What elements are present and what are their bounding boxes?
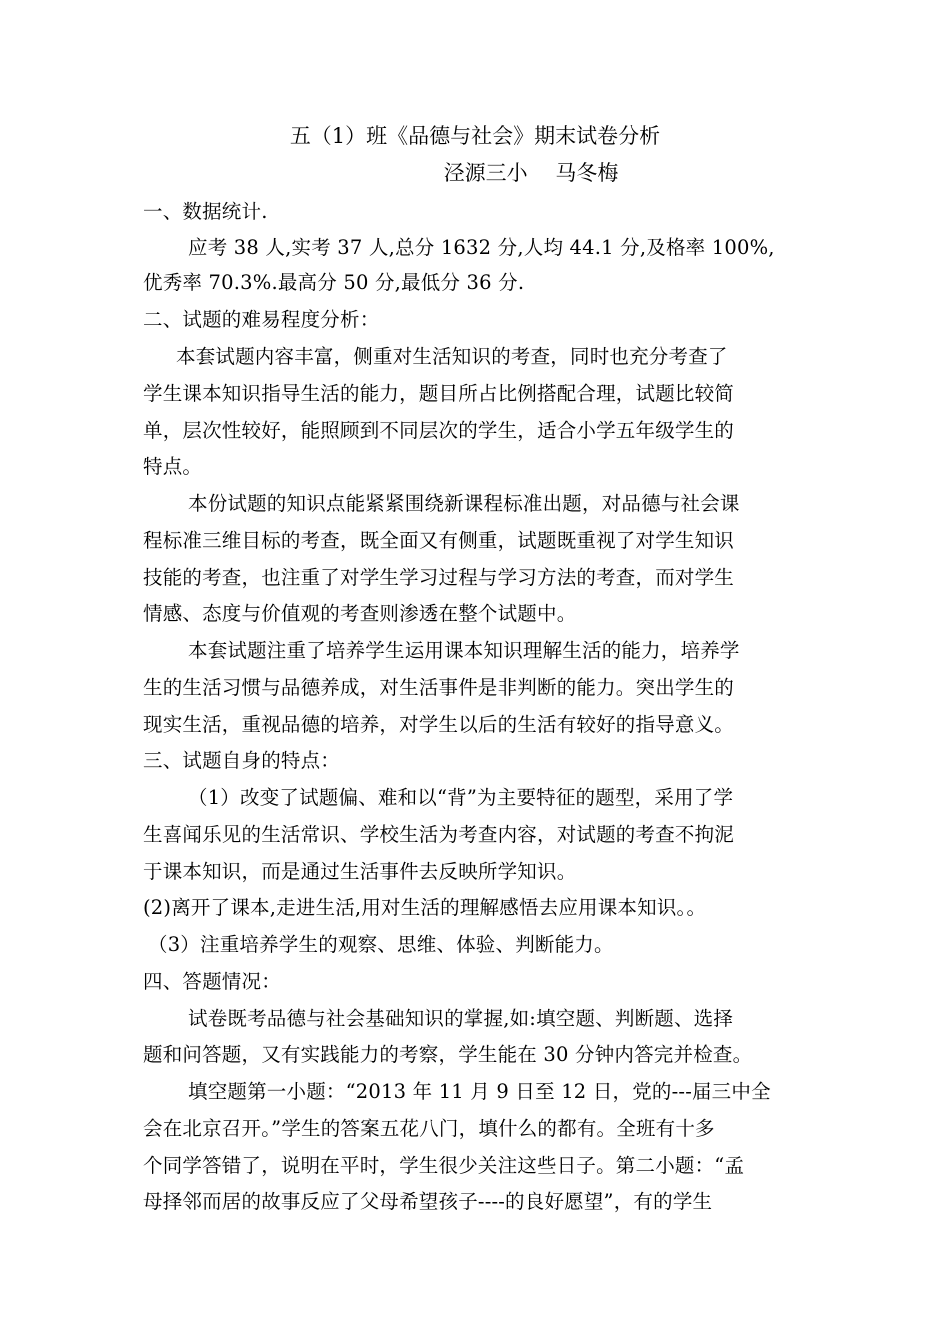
paragraph-line: 试卷既考品德与社会基础知识的掌握,如:填空题、判断题、选择 [188,1007,734,1030]
paragraph-line: 母择邻而居的故事反应了父母希望孩子----的良好愿望”，有的学生 [143,1190,713,1213]
paragraph-line: 程标准三维目标的考查，既全面又有侧重，试题既重视了对学生知识 [143,529,735,552]
paragraph-line: 会在北京召开。”学生的答案五花八门，填什么的都有。全班有十多 [143,1117,715,1140]
paragraph-line: 个同学答错了，说明在平时，学生很少关注这些日子。第二小题：“孟 [143,1154,745,1177]
section-heading-4: 四、答题情况： [143,970,281,993]
paragraph-line: 生喜闻乐见的生活常识、学校生活为考查内容，对试题的考查不拘泥 [143,823,735,846]
section-heading-3: 三、试题自身的特点： [143,749,341,772]
paragraph-line: (2)离开了课本,走进生活,用对生活的理解感悟去应用课本知识。。 [143,896,707,919]
stats-line-1: 应考 38 人,实考 37 人,总分 1632 分,人均 44.1 分,及格率 100%, [188,236,775,259]
paragraph-line: （1）改变了试题偏、难和以“背”为主要特征的题型，采用了学 [188,786,734,809]
paragraph-line: （3）注重培养学生的观察、思维、体验、判断能力。 [148,933,614,956]
paragraph-line: 学生课本知识指导生活的能力，题目所占比例搭配合理，试题比较简 [143,382,735,405]
paragraph-line: 特点。 [143,455,203,478]
section-heading-2: 二、试题的难易程度分析： [143,308,380,331]
stats-line-2: 优秀率 70.3%.最高分 50 分,最低分 36 分. [143,271,525,294]
author-line: 泾源三小 马冬梅 [443,161,619,185]
paragraph-line: 现实生活，重视品德的培养，对学生以后的生活有较好的指导意义。 [143,713,735,736]
document-title: 五（1）班《品德与社会》期末试卷分析 [289,124,661,148]
paragraph-line: 题和问答题，又有实践能力的考察，学生能在 30 分钟内答完并检查。 [143,1043,753,1066]
paragraph-line: 技能的考查，也注重了对学生学习过程与学习方法的考查，而对学生 [143,566,735,589]
paragraph-line: 本套试题内容丰富，侧重对生活知识的考查，同时也充分考查了 [176,345,728,368]
paragraph-line: 情感、态度与价值观的考查则渗透在整个试题中。 [143,602,577,625]
paragraph-line: 本套试题注重了培养学生运用课本知识理解生活的能力，培养学 [188,639,740,662]
section-heading-1: 一、数据统计. [143,200,268,223]
paragraph-line: 于课本知识，而是通过生活事件去反映所学知识。 [143,860,577,883]
paragraph-line: 填空题第一小题：“2013 年 11 月 9 日至 12 日，党的---届三中全 [188,1080,771,1103]
paragraph-line: 单，层次性较好，能照顾到不同层次的学生，适合小学五年级学生的 [143,419,735,442]
paragraph-line: 生的生活习惯与品德养成，对生活事件是非判断的能力。突出学生的 [143,676,735,699]
paragraph-line: 本份试题的知识点能紧紧围绕新课程标准出题，对品德与社会课 [188,492,740,515]
